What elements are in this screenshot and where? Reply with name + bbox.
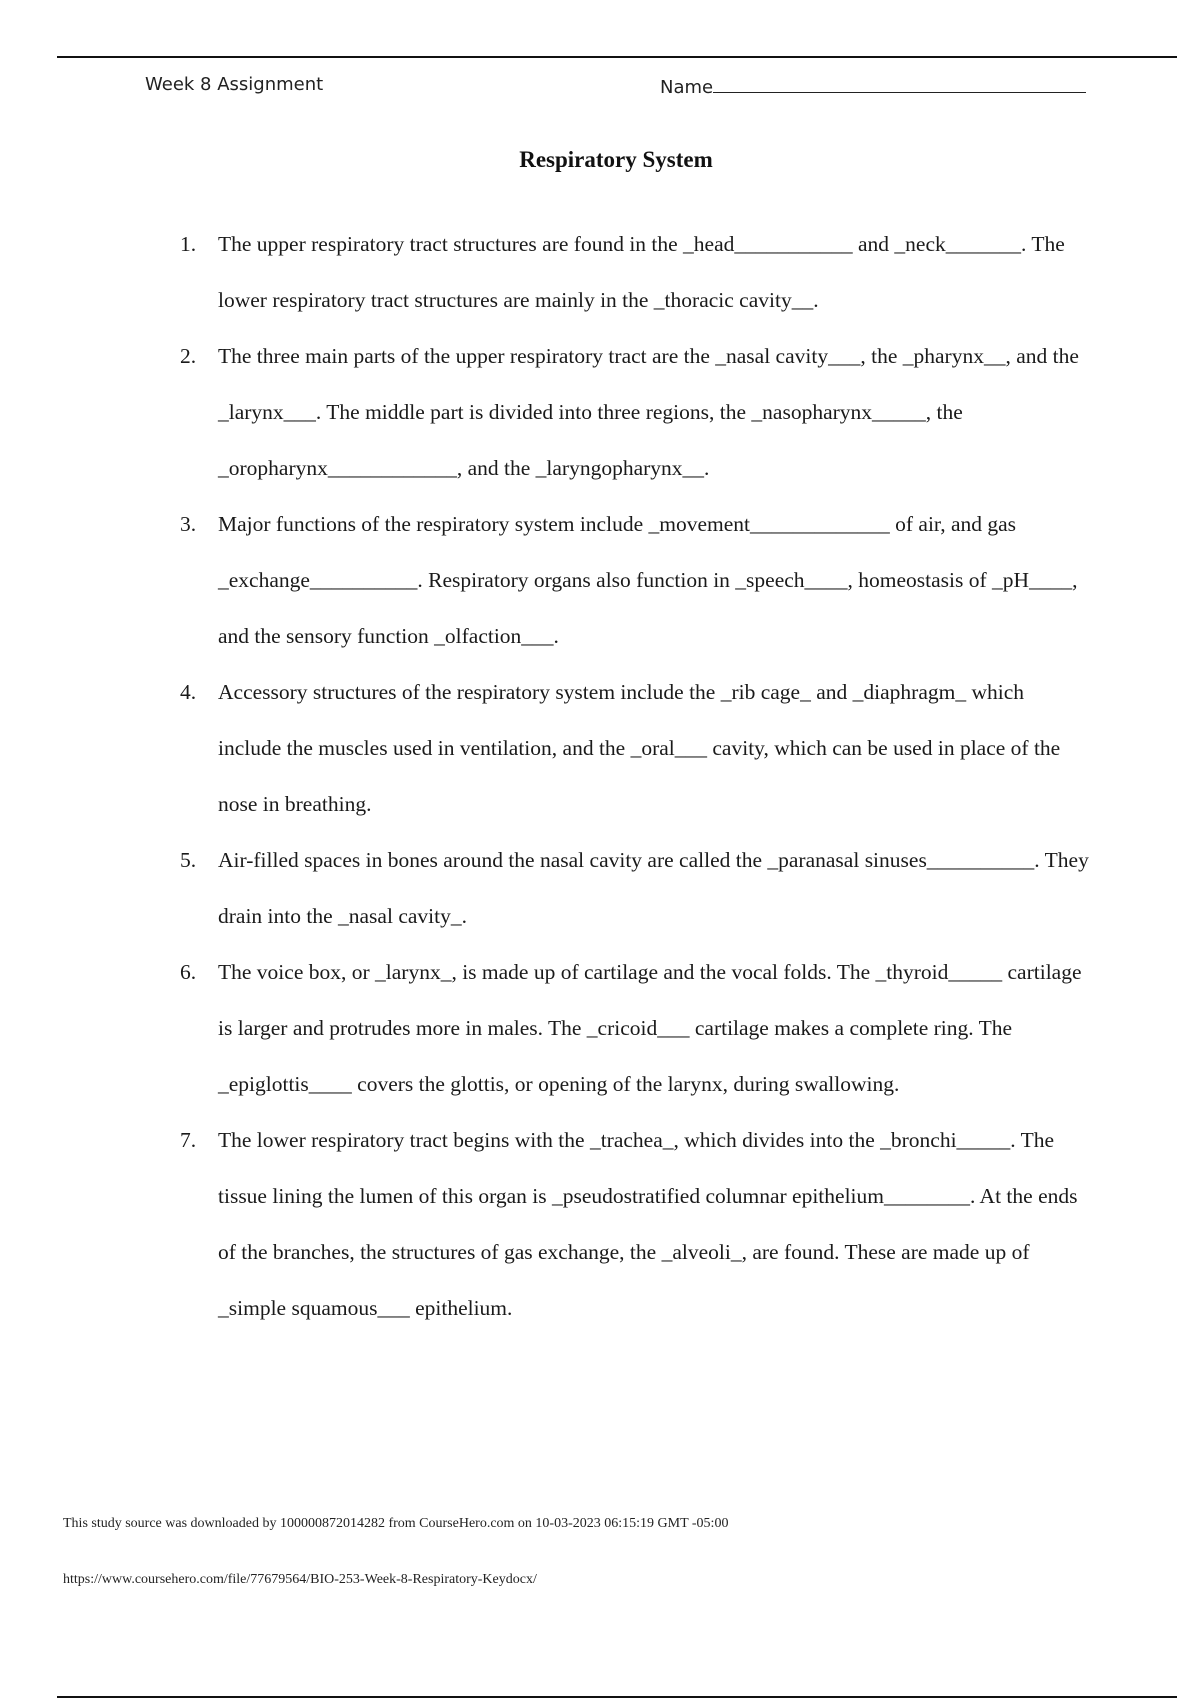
question-text: The voice box, or _larynx_, is made up of cartilage and the vocal folds. The _thyroid_____ cartilage is larger and protrudes more in males. The _cricoid___ cartilage makes a complete ring. The _epiglottis____ covers the glottis, or opening of the larynx, during swallowing. — [218, 960, 1082, 1096]
question-5 — [170, 832, 1090, 944]
question-number: 6. — [180, 960, 197, 984]
top-divider — [57, 56, 1177, 58]
source-url: https://www.coursehero.com/file/77679564/BIO-253-Week-8-Respiratory-Keydocx/ — [63, 1572, 537, 1587]
question-number: 3. — [180, 512, 197, 536]
question-text: The three main parts of the upper respiratory tract are the _nasal cavity___, the _pharynx__, and the _larynx___. The middle part is divided into three regions, the _nasopharynx_____, the _oropharynx____________, and the _laryngopharynx__. — [218, 344, 1079, 480]
question-text: The upper respiratory tract structures are found in the _head___________ and _neck_______. The lower respiratory tract structures are mainly in the _thoracic cavity__. — [218, 232, 1065, 312]
question-text: Air-filled spaces in bones around the nasal cavity are called the _paranasal sinuses__________. They drain into the _nasal cavity_. — [218, 848, 1089, 928]
question-3 — [170, 496, 1090, 664]
question-2 — [170, 328, 1090, 496]
question-text: The lower respiratory tract begins with the _trachea_, which divides into the _bronchi_____. The tissue lining the lumen of this organ is _pseudostratified columnar epithelium________. At the ends of the branches, the structures of gas exchange, the _alveoli_, are found. These are made up of _simple squamous___ epithelium. — [218, 1128, 1078, 1320]
question-text: Accessory structures of the respiratory system include the _rib cage_ and _diaphragm_ which include the muscles used in ventilation, and the _oral___ cavity, which can be used in place of the nose in breathing. — [218, 680, 1061, 816]
question-6 — [170, 944, 1090, 1112]
question-number: 7. — [180, 1128, 197, 1152]
question-1 — [170, 216, 1090, 328]
name-label: Name — [660, 77, 714, 98]
question-text: Major functions of the respiratory system include _movement_____________ of air, and gas _exchange__________. Respiratory organs also function in _speech____, homeostasis of _pH____, and the sensory function _olfaction___. — [218, 512, 1078, 648]
question-7 — [170, 1112, 1090, 1336]
question-number: 4. — [180, 680, 197, 704]
question-number: 5. — [180, 848, 197, 872]
name-field — [660, 74, 1086, 98]
question-number: 2. — [180, 344, 197, 368]
question-list — [170, 216, 1090, 1336]
page-title: Respiratory System — [519, 147, 713, 172]
bottom-divider — [57, 1696, 1177, 1698]
name-blank-line — [713, 74, 1086, 93]
assignment-label: Week 8 Assignment — [145, 74, 324, 95]
download-source-notice: This study source was downloaded by 100000872014282 from CourseHero.com on 10-03-2023 06:15:19 GMT -05:00 — [63, 1516, 729, 1531]
question-number: 1. — [180, 232, 197, 256]
question-4 — [170, 664, 1090, 832]
